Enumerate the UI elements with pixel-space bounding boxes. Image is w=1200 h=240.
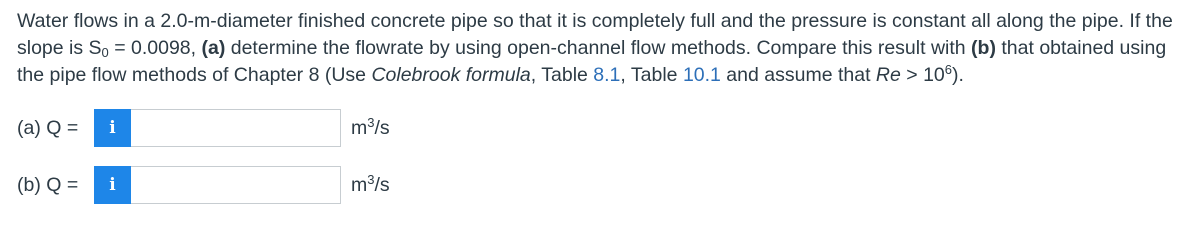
question-text-segment: , Table [530, 64, 594, 86]
question-text-segment: = 0.0098, [108, 37, 202, 59]
info-icon[interactable]: i [94, 109, 131, 147]
unit-suffix: /s [374, 173, 390, 196]
question-text-segment: slope is S [17, 37, 102, 59]
unit-suffix: /s [374, 116, 390, 139]
question-line-2 [17, 35, 1187, 62]
table-10-1-link[interactable]: 10.1 [682, 64, 721, 86]
answer-input-a[interactable] [131, 109, 341, 147]
question-line-3 [17, 62, 1187, 89]
answer-row-a [17, 109, 390, 147]
answer-row-b [17, 166, 390, 204]
question-text-segment: and assume that [720, 64, 876, 86]
reynolds-number-symbol: Re [875, 64, 901, 86]
unit-base: m [351, 173, 368, 196]
info-icon[interactable]: i [94, 166, 131, 204]
exponent-superscript: 6 [944, 62, 952, 77]
unit-base: m [351, 116, 368, 139]
unit-exponent: 3 [367, 171, 375, 187]
question-text-segment: determine the flowrate by using open-channel flow methods. Compare this result with [225, 37, 972, 59]
table-8-1-link[interactable]: 8.1 [593, 64, 621, 86]
question-line-1: Water flows in a 2.0-m-diameter finished concrete pipe so that it is completely full and the pressure is constant all along the pipe. If the [17, 10, 1173, 32]
question-text [17, 8, 1187, 89]
answer-label-a: (a) Q = [17, 116, 79, 139]
slope-subscript: 0 [101, 45, 109, 60]
colebrook-formula-text: Colebrook formula [371, 64, 531, 86]
question-text-segment: > 10 [900, 64, 945, 86]
part-a-marker: (a) [201, 37, 226, 59]
question-text-segment: , Table [620, 64, 683, 86]
question-text-segment: ). [952, 64, 964, 86]
answer-input-b[interactable] [131, 166, 341, 204]
part-b-marker: (b) [971, 37, 996, 59]
unit-label-b [351, 171, 390, 197]
question-text-segment: the pipe flow methods of Chapter 8 (Use [17, 64, 372, 86]
unit-exponent: 3 [367, 114, 375, 130]
unit-label-a [351, 114, 390, 140]
question-text-segment: that obtained using [995, 37, 1167, 59]
answer-label-b: (b) Q = [17, 173, 79, 196]
